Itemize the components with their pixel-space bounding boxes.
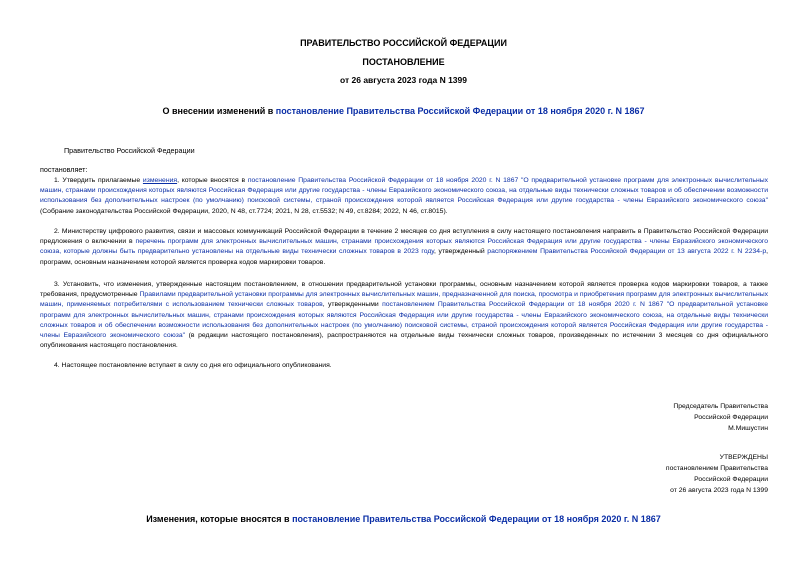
- changes-title: [0, 514, 807, 524]
- p2-text-b: , утвержденный: [434, 248, 488, 256]
- preamble-decree: постановляет:: [40, 165, 88, 174]
- document-title: [0, 106, 807, 116]
- approval-line-3: Российской Федерации: [694, 476, 768, 483]
- p1-text-b: , которые вносятся в: [177, 177, 248, 184]
- signature-line-2: Российской Федерации: [694, 414, 768, 421]
- document-title-link[interactable]: постановление Правительства Российской Федерации от 18 ноября 2020 г. N 1867: [275, 106, 645, 116]
- p2-link-order[interactable]: распоряжением Правительства Российской Федерации от 13 августа 2022 г. N 2234-р: [487, 248, 767, 256]
- paragraph-2: [40, 227, 768, 268]
- p2-text-c: , программ, основным назначением которой является проверка кодов маркировки товаров.: [40, 248, 768, 266]
- doc-date-number: от 26 августа 2023 года N 1399: [340, 75, 467, 85]
- p3-link-rules[interactable]: Правилами предварительной установки программы для электронных вычислительных машин, предназначенной для поиска, просмотра и приобретения программ для электронных вычислительных машин, применяемых потребителями с использованием технически сложных товаров: [40, 291, 768, 309]
- p2-text-a: 2. Министерству цифрового развития, связи и массовых коммуникаций Российской Федерации в течение 2 месяцев со дня вступления в силу настоящего постановления направить в Правительство Российской Федерации предложения о включении в: [40, 228, 768, 246]
- approval-block: [666, 452, 768, 496]
- paragraph-1: [40, 176, 768, 217]
- document-title-prefix: О внесении изменений в: [162, 106, 276, 116]
- p3-link-decree[interactable]: постановлением Правительства Российской Федерации от 18 ноября 2020 г. N 1867 "О предварительной установке программ для электронных вычислительных машин, странами происхождения которых являются Российская Федерация или другие государства - члены Евразийского экономического союза, на отдельные виды технически сложных товаров и об обеспечении возможности использования без дополнительных настроек (по умолчанию) поисковой системы, страной происхождения которой является Российская Федерация или другие государства - члены Евразийского экономического союза": [40, 301, 769, 340]
- government-heading: ПРАВИТЕЛЬСТВО РОССИЙСКОЙ ФЕДЕРАЦИИ: [300, 38, 507, 48]
- signature-name: М.Мишустин: [728, 425, 768, 432]
- p2-link-list[interactable]: перечень программ для электронных вычислительных машин, странами происхождения которых являются Российская Федерация или другие государства - члены Евразийского экономического союза, которые должны быть предварительно установлены на отдельные виды технически сложных товаров в 2023 году: [40, 238, 768, 256]
- paragraph-3: [40, 280, 768, 351]
- paragraph-4: 4. Настоящее постановление вступает в силу со дня его официального опубликования.: [54, 362, 332, 369]
- changes-title-link[interactable]: постановление Правительства Российской Федерации от 18 ноября 2020 г. N 1867: [292, 514, 661, 524]
- signature-block: [673, 401, 768, 434]
- p3-text-b: , утвержденными: [322, 301, 383, 309]
- signature-line-1: Председатель Правительства: [673, 403, 768, 410]
- approval-line-1: УТВЕРЖДЕНЫ: [719, 454, 768, 461]
- p3-text-c: (в редакции настоящего постановления), распространяются на отдельные виды технически сложных товаров, произведенных по истечении 3 месяцев со дня официального опубликования настоящего постановления.: [40, 332, 768, 350]
- approval-line-4: от 26 августа 2023 года N 1399: [670, 487, 768, 494]
- approval-line-2: постановлением Правительства: [665, 465, 768, 472]
- changes-title-prefix: Изменения, которые вносятся в: [146, 514, 293, 524]
- preamble-gov-name: Правительство Российской Федерации: [64, 146, 195, 155]
- doc-type-heading: ПОСТАНОВЛЕНИЕ: [362, 57, 445, 67]
- p1-text-a: 1. Утвердить прилагаемые: [54, 177, 143, 184]
- p1-link-decree[interactable]: постановление Правительства Российской Федерации от 18 ноября 2020 г. N 1867 "О предварительной установке программ для электронных вычислительных машин, странами происхождения которых являются Российская Федерация или другие государства - члены Евразийского экономического союза, на отдельные виды технически сложных товаров и об обеспечении возможности использования без дополнительных настроек (по умолчанию) поисковой системы, страной происхождения которой является Российская Федерация или другие государства - члены Евразийского экономического союза": [40, 177, 768, 205]
- p1-text-c: (Собрание законодательства Российской Федерации, 2020, N 48, ст.7724; 2021, N 28, ст.5532; N 49, ст.8284; 2022, N 46, ст.8015).: [40, 207, 448, 215]
- p1-link-changes[interactable]: изменения: [142, 177, 178, 184]
- p3-text-a: 3. Установить, что изменения, утвержденные настоящим постановлением, в отношении предварительной установки программы, основным назначением которой является проверка кодов маркировки товаров, а также требования, предусмотренные: [40, 281, 768, 299]
